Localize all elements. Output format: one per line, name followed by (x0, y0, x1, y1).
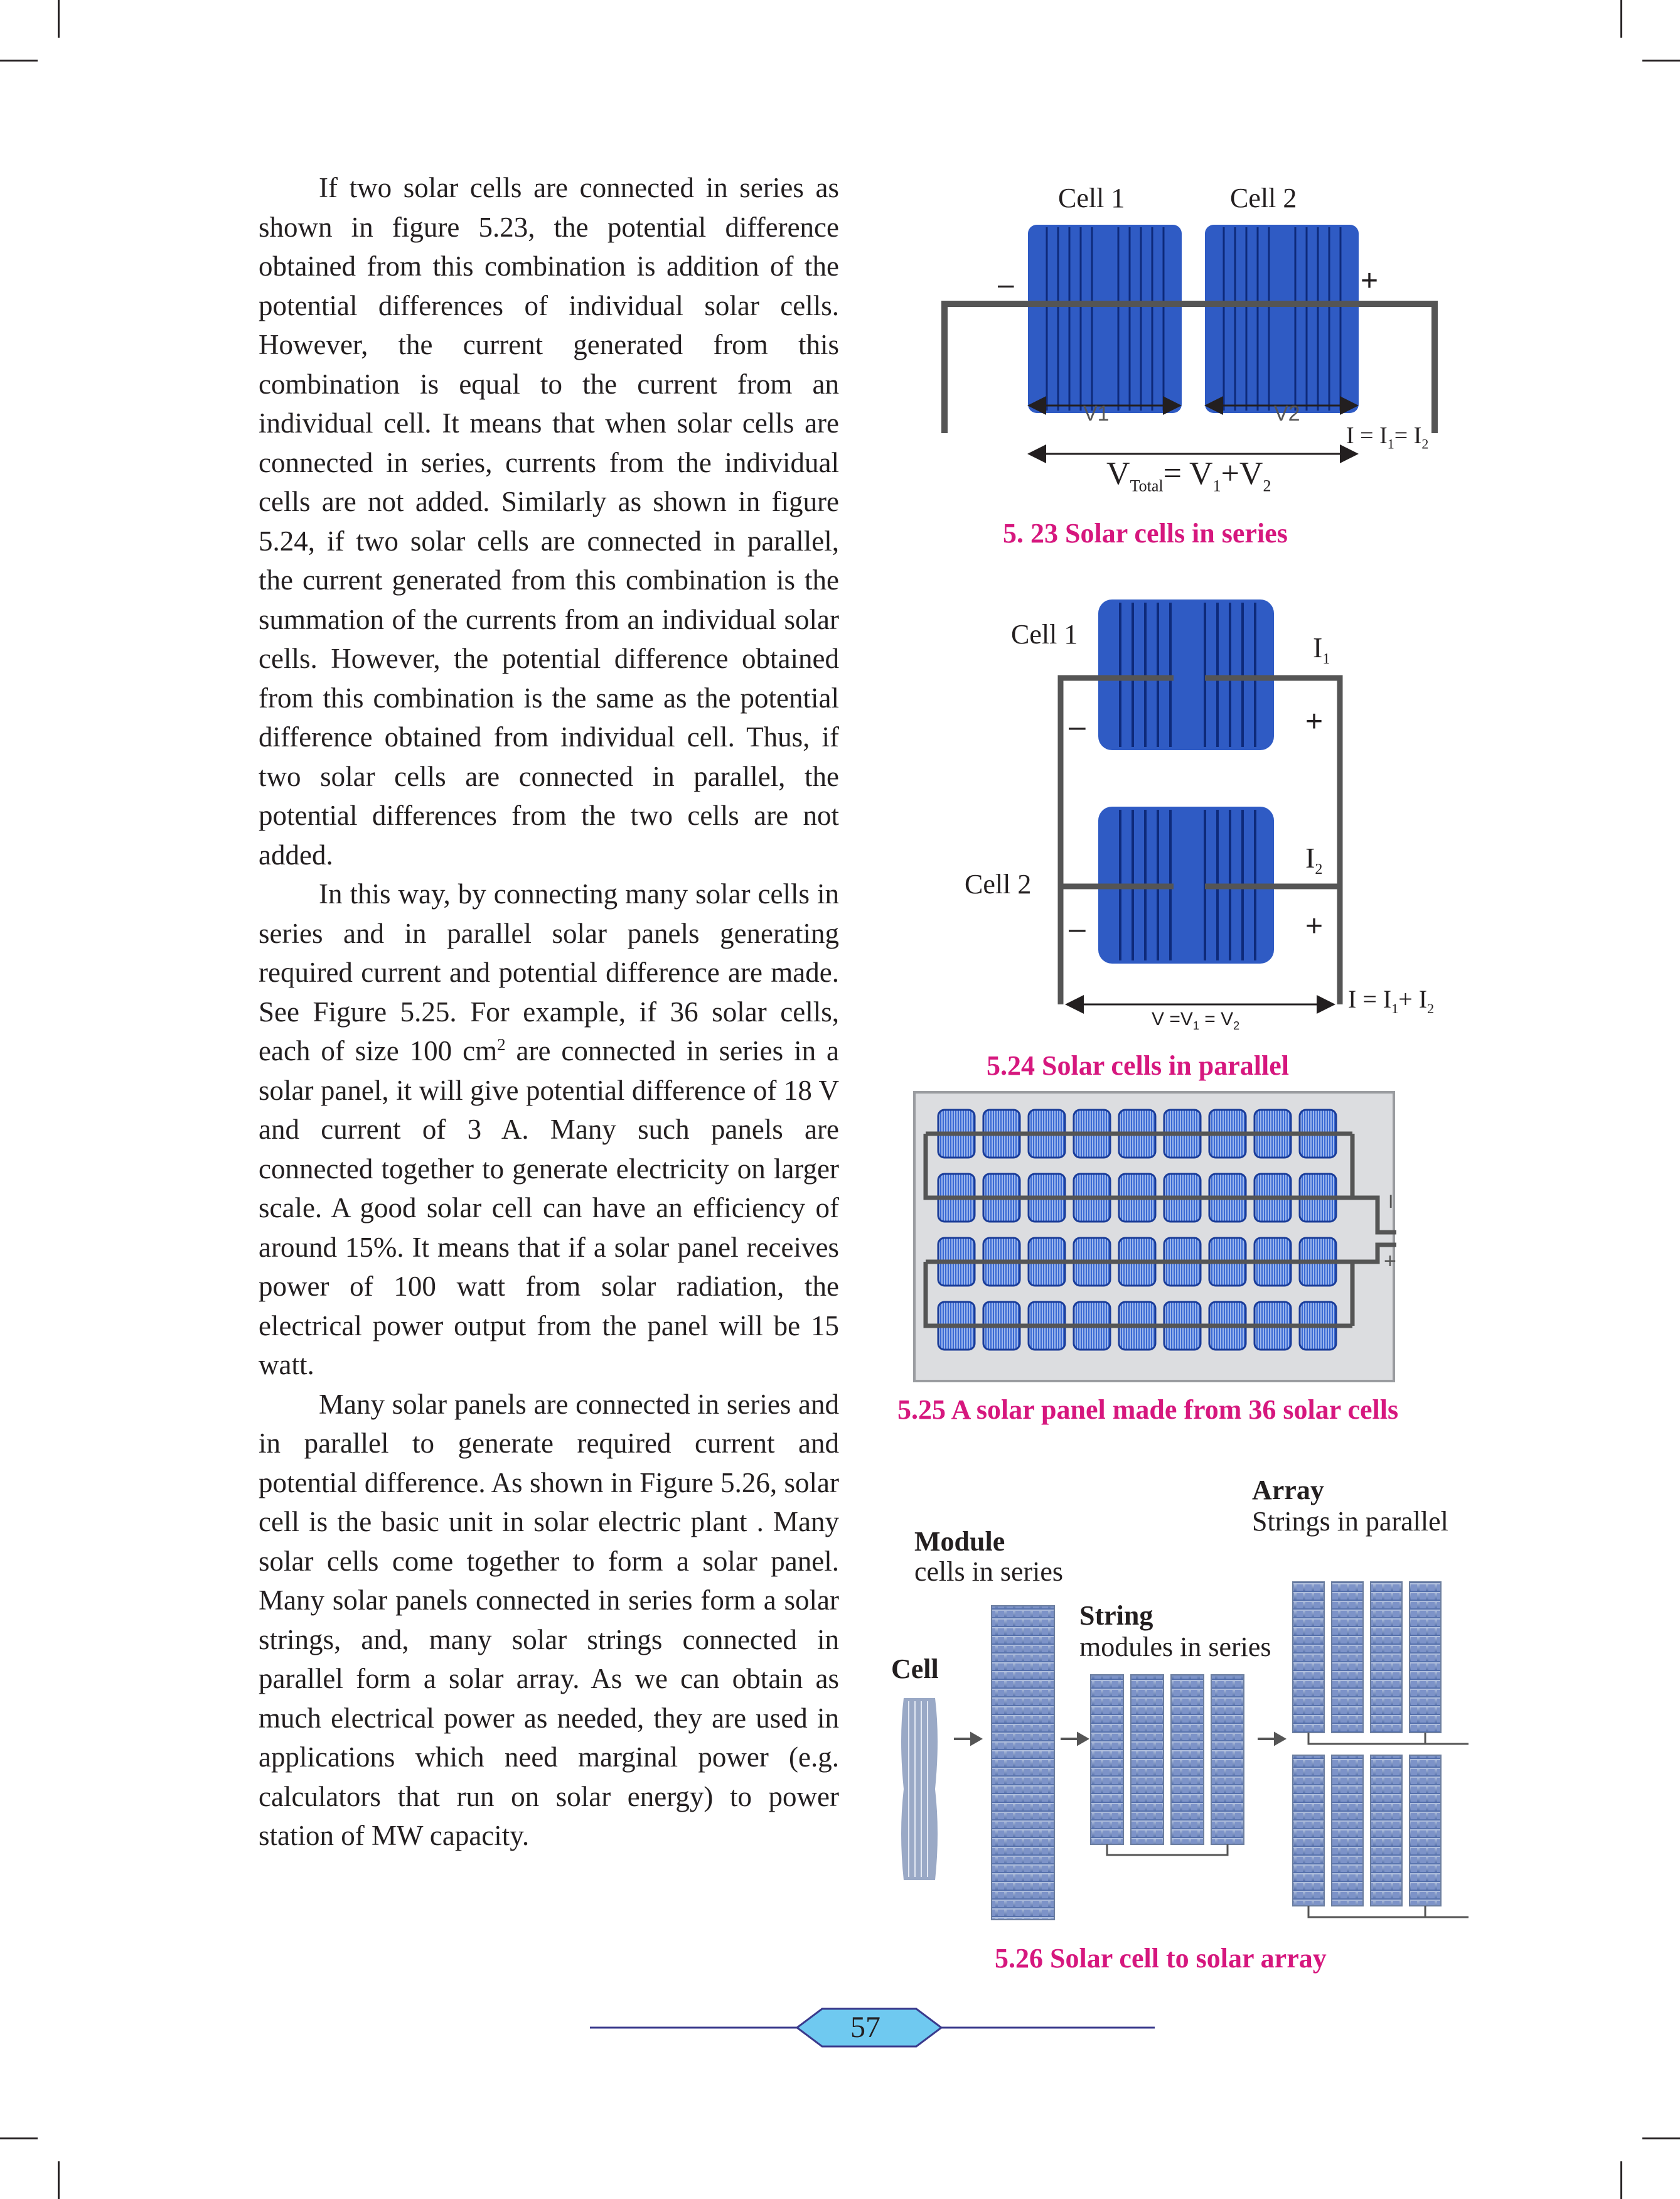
fig524-plus-2: + (1305, 910, 1324, 943)
fig526-array-sub: Strings in parallel (1252, 1506, 1448, 1537)
subscript: 1 (1212, 476, 1221, 495)
fig526-module (992, 1606, 1054, 1920)
fig523-v1-label: V1 (1083, 402, 1110, 426)
fig524-current-text: I = I (1348, 985, 1392, 1013)
fig525-plus: + (1384, 1249, 1396, 1273)
crop-mark (58, 0, 60, 38)
crop-mark (1620, 0, 1622, 38)
fig523-wires (944, 304, 1435, 433)
fig524-cell2-label: Cell 2 (965, 869, 1032, 900)
paragraph-1: If two solar cells are connected in series as shown in figure 5.23, the potential difference obtained from this combination is addition of the potential differences of individual solar cells. However, the current generated from this combination is equal to the current from an individual cell. It means that when solar cells are connected in series, currents from the individual cells are not added. Similarly as shown in figure 5.24, if two solar cells are connected in parallel, the current generated from this combination is the summation of the currents from an individual solar cells. However, the potential difference obtained from this combination is the same as the potential difference obtained from individual cell. Thus, if two solar cells are connected in parallel, the potential differences from the two cells are not added. (259, 172, 839, 871)
fig523-v2-label: V2 (1274, 402, 1300, 426)
fig524-minus-2: – (1069, 912, 1086, 945)
i1: I (1313, 632, 1323, 664)
subscript: Total (1130, 476, 1164, 495)
paragraph-3: Many solar panels are connected in series and in parallel to generate required current and potential difference. As shown in Figure 5.26, solar cell is the basic unit in solar electric plant . Many solar cells come together to form a solar panel. Many solar panels connected in series form a solar strings, and, many solar strings connected in parallel form a solar array. As we can obtain as much electrical power as needed, they are used in applications which need marginal power (e.g. calculators that run on solar energy) to power station of MW capacity. (259, 1388, 839, 1851)
fig524-cell1-label: Cell 1 (1011, 619, 1078, 650)
fig526-string-title: String (1079, 1600, 1153, 1631)
fig524-i2-label (1305, 841, 1322, 878)
vtotal-v: V (1106, 456, 1130, 492)
fig525-solar-panel (913, 1091, 1415, 1392)
fig524-current-text-2: + I (1398, 985, 1428, 1013)
crop-mark (1642, 60, 1680, 62)
crop-mark (1642, 2137, 1680, 2139)
fig523-cell2 (1205, 225, 1359, 413)
fig525-caption: 5.25 A solar panel made from 36 solar cells (897, 1394, 1399, 1425)
fig523-current (1346, 422, 1428, 453)
fig526-cell (901, 1698, 938, 1880)
crop-mark (0, 60, 38, 62)
fig523-current-text-2: = I (1394, 422, 1422, 449)
fig526-diagram (891, 1557, 1481, 1946)
crop-mark (0, 2137, 38, 2139)
subscript: 2 (1263, 476, 1271, 495)
subscript: 2 (1233, 1019, 1240, 1032)
subscript: 1 (1391, 1001, 1399, 1016)
i2: I (1305, 842, 1315, 874)
fig526-module-sub: cells in series (914, 1556, 1064, 1587)
page-number: 57 (850, 2011, 880, 2044)
fig523-minus: – (998, 267, 1014, 300)
subscript: 1 (1387, 436, 1394, 452)
fig526-string (1091, 1675, 1244, 1855)
fig524-cell1 (1098, 599, 1274, 750)
vtotal-plus: +V (1221, 456, 1263, 492)
fig526-module-title: Module (914, 1526, 1005, 1557)
fig524-voltage (1152, 1009, 1239, 1033)
superscript: 2 (497, 1035, 506, 1054)
fig523-plus: + (1361, 264, 1379, 298)
volt-text: V =V (1152, 1009, 1193, 1030)
fig523-current-text: I = I (1346, 422, 1388, 449)
fig526-array-title: Array (1252, 1475, 1324, 1505)
subscript: 1 (1322, 651, 1330, 668)
subscript: 2 (1421, 436, 1429, 452)
fig526-array (1293, 1582, 1469, 1917)
fig526-string-sub: modules in series (1079, 1632, 1271, 1662)
vtotal-eq: = V (1163, 456, 1213, 492)
p2-text-after: are connected in series in a solar panel, it will give potential difference of 18 V and current of 3 A. Many such panels are connected together to generate electricity on larger scale. A good solar cell can have an efficiency of around 15%. It means that if a solar panel receives power of 100 watt from solar radiation, the electrical power output from the panel will be 15 watt. (259, 1035, 840, 1380)
subscript: 1 (1192, 1019, 1199, 1032)
fig523-cell1-label: Cell 1 (1058, 183, 1125, 213)
fig523-cell1 (1028, 225, 1182, 413)
fig526-caption: 5.26 Solar cell to solar array (995, 1943, 1327, 1974)
crop-mark (1620, 2161, 1622, 2199)
fig524-caption: 5.24 Solar cells in parallel (987, 1050, 1289, 1081)
fig523-vtotal (1106, 455, 1271, 495)
paragraph-2 (259, 874, 839, 1385)
fig525-minus: I (1388, 1191, 1394, 1212)
fig524-current (1348, 984, 1434, 1017)
volt-text-2: = V (1199, 1009, 1234, 1030)
p2-text: In this way, by connecting many solar cells in series and in parallel solar panels generating required current and potential difference are made. See Figure 5.25. For example, if 36 solar cells, each of size 100 cm (259, 878, 839, 1067)
subscript: 2 (1427, 1001, 1435, 1016)
body-text (259, 168, 839, 1856)
fig524-plus-1: + (1305, 705, 1324, 738)
fig524-minus-1: – (1069, 710, 1086, 743)
fig523-caption: 5. 23 Solar cells in series (1003, 518, 1288, 549)
fig523-cell2-label: Cell 2 (1230, 183, 1297, 213)
fig526-cell-title: Cell (891, 1653, 939, 1684)
subscript: 2 (1315, 861, 1323, 878)
crop-mark (58, 2161, 60, 2199)
fig524-i1-label (1313, 631, 1330, 668)
